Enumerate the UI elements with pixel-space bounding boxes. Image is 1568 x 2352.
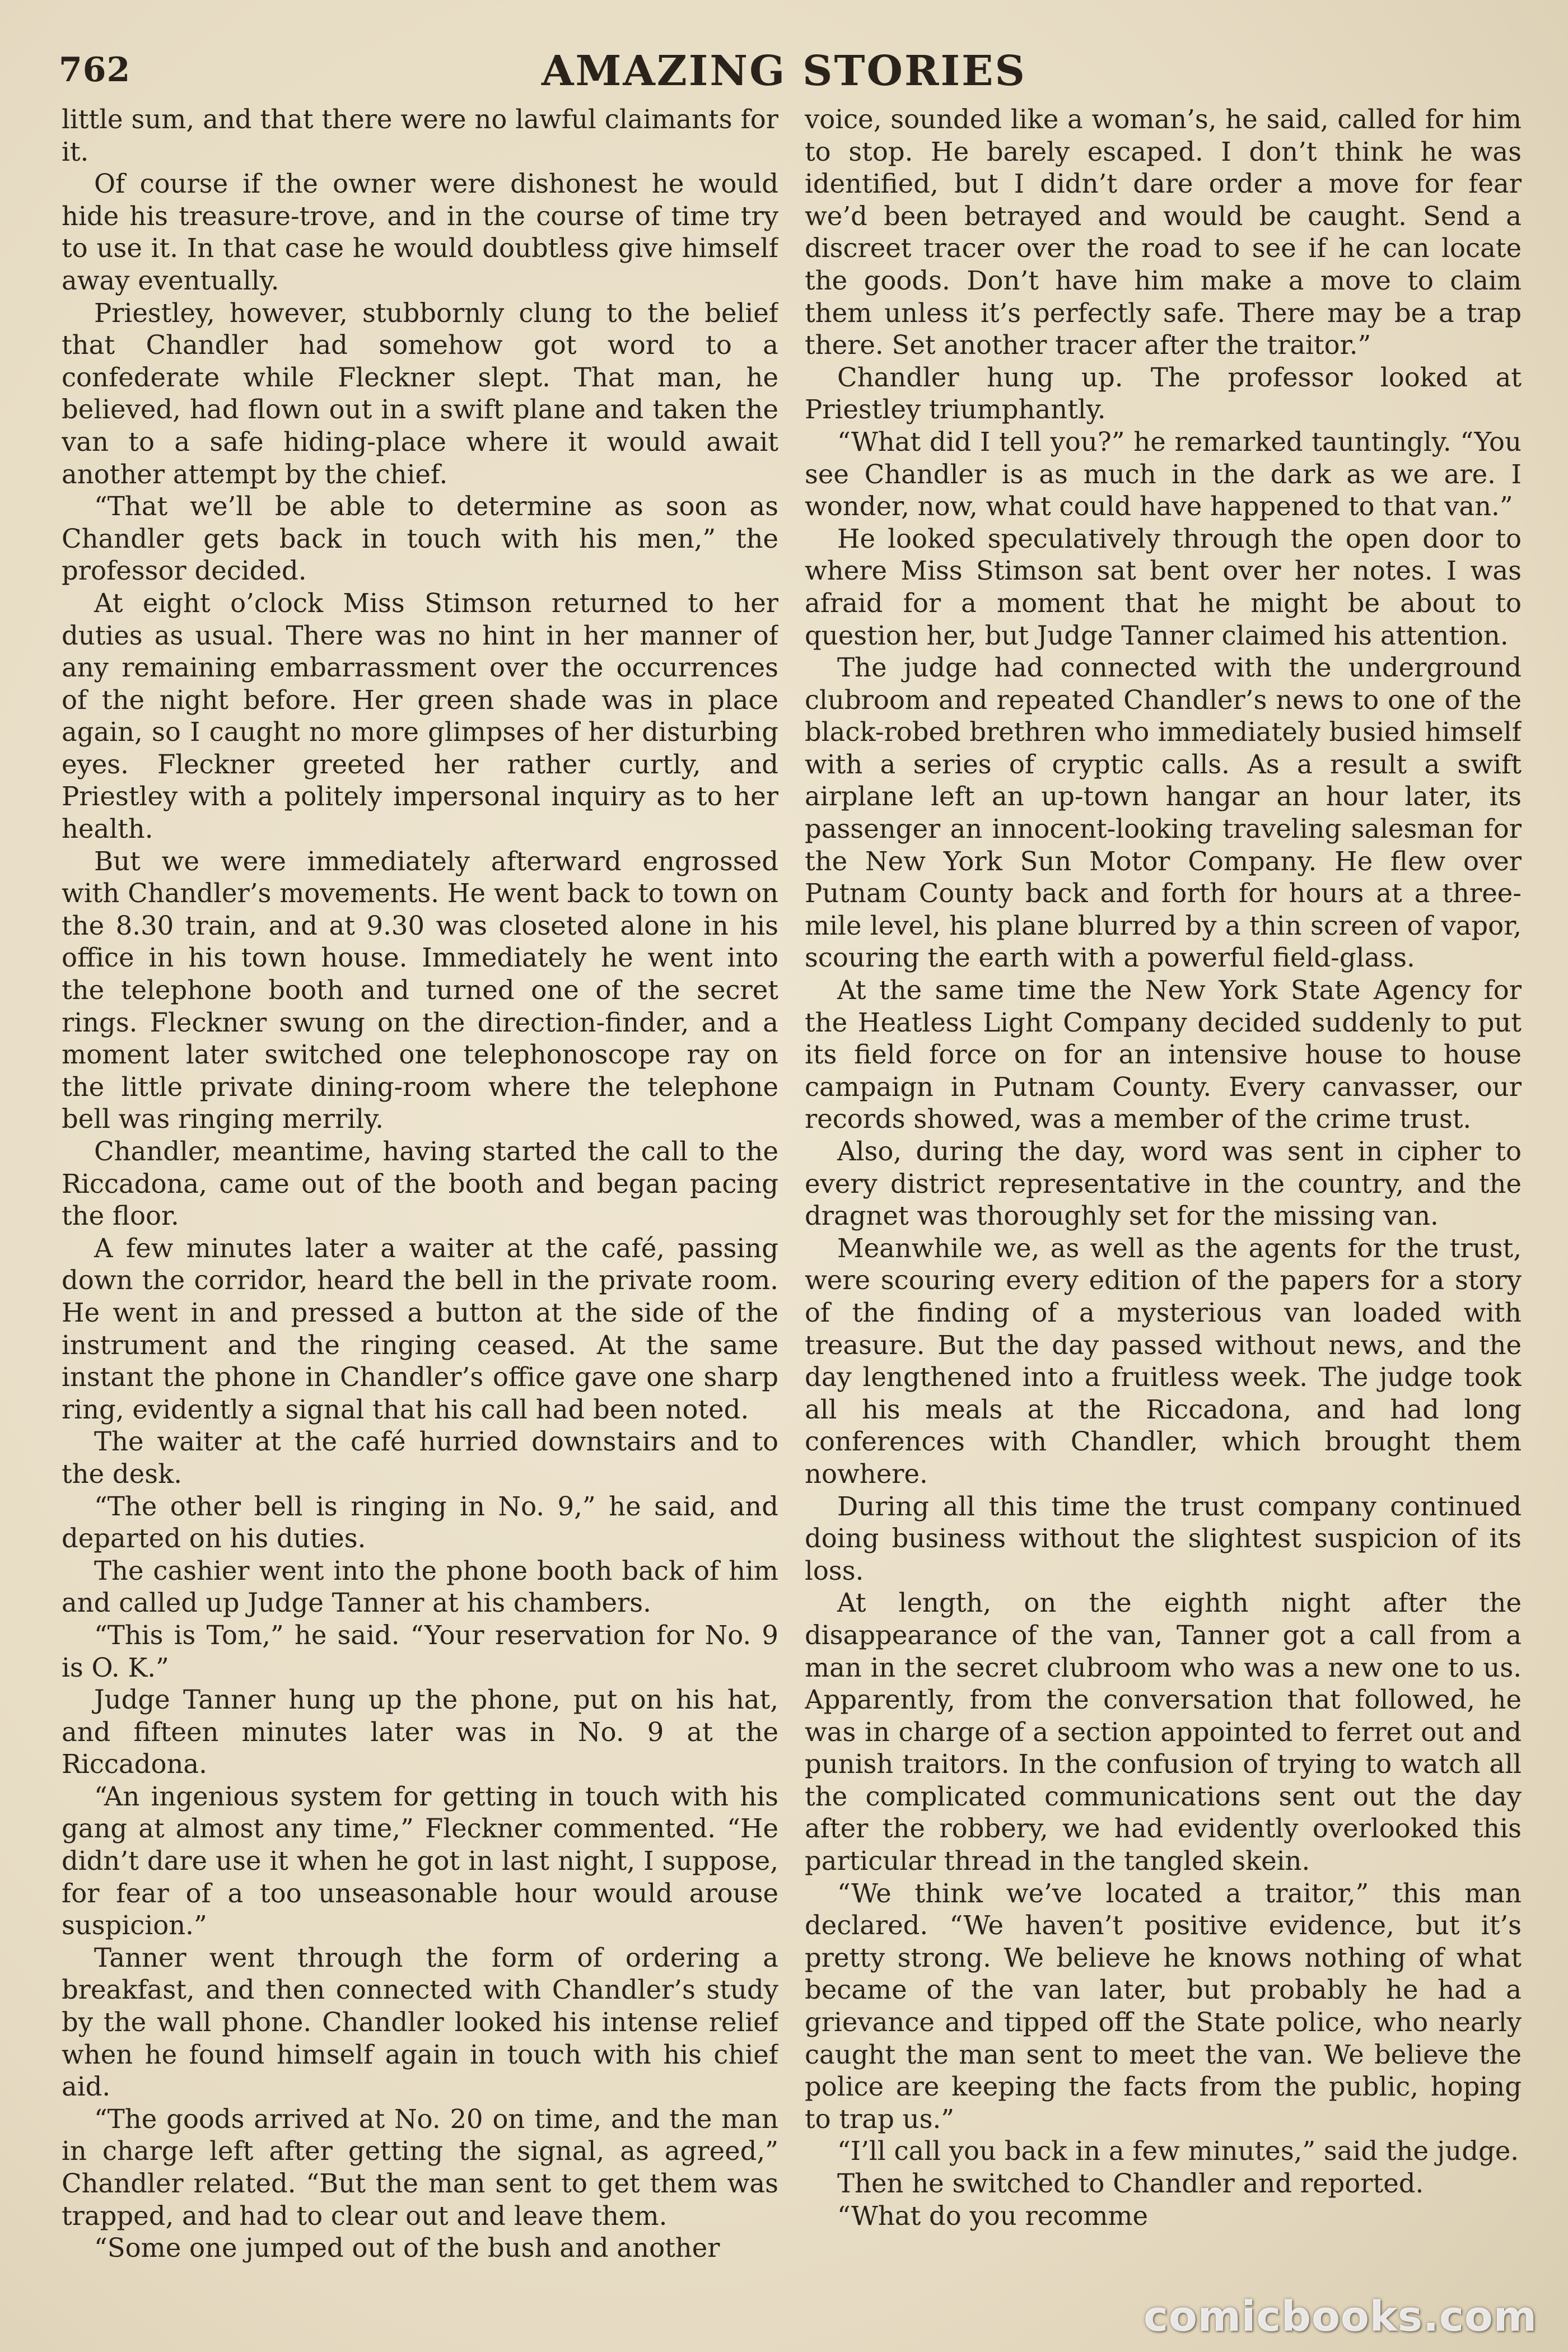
paragraph: Chandler, meantime, having started the call to the Riccadona, came out of the booth and began pacing the floor.	[62, 1136, 778, 1231]
paragraph: At the same time the New York State Agency for the Heatless Light Company decided suddenly to put its field force on for an intensive house to house campaign in Putnam County. Every canvasser, our records showed, was a member of the crime trust.	[805, 975, 1522, 1135]
paragraph: little sum, and that there were no lawful claimants for it.	[62, 104, 778, 167]
paragraph: Of course if the owner were dishonest he would hide his treasure-trove, and in the course of time try to use it. In that case he would doubtless give himself away eventually.	[62, 169, 778, 296]
paragraph: Chandler hung up. The professor looked at Priestley triumphantly.	[805, 362, 1522, 425]
paragraph: Judge Tanner hung up the phone, put on his hat, and fifteen minutes later was in No. 9 at the Riccadona.	[62, 1684, 778, 1780]
page-header	[59, 39, 1509, 106]
paragraph: Meanwhile we, as well as the agents for the trust, were scouring every edition of the papers for a story of the finding of a mysterious van loaded with treasure. But the day passed without news, and the day lengthened into a fruitless week. The judge took all his meals at the Riccadona, and had long conferences with Chandler, which brought them nowhere.	[805, 1233, 1522, 1489]
paragraph: voice, sounded like a woman’s, he said, called for him to stop. He barely escaped. I don’t think he was identified, but I didn’t dare order a move for fear we’d been betrayed and would be caught. Send a discreet tracer over the road to see if he can locate the goods. Don’t have him make a move to claim them unless it’s perfectly safe. There may be a trap there. Set another tracer after the traitor.”	[805, 104, 1522, 361]
paragraph: During all this time the trust company continued doing business without the slightest suspicion of its loss.	[805, 1491, 1522, 1586]
paragraph: A few minutes later a waiter at the café, passing down the corridor, heard the bell in the private room. He went in and pressed a button at the side of the instrument and the ringing ceased. At the same instant the phone in Chandler’s office gave one sharp ring, evidently a signal that his call had been noted.	[62, 1233, 778, 1425]
paragraph: “An ingenious system for getting in touch with his gang at almost any time,” Fleckner commented. “He didn’t dare use it when he got in last night, I suppose, for fear of a too unseasonable hour would arouse suspicion.”	[62, 1781, 778, 1941]
left-column	[62, 104, 778, 2321]
paragraph: Priestley, however, stubbornly clung to the belief that Chandler had somehow got word to a confederate while Fleckner slept. That man, he believed, had flown out in a swift plane and taken the van to a safe hiding-place where it would await another attempt by the chief.	[62, 297, 778, 489]
paragraph: “What do you recomme	[837, 2200, 1149, 2231]
paragraph: “That we’ll be able to determine as soon as Chandler gets back in touch with his men,” the professor decided.	[62, 491, 778, 586]
paragraph: “We think we’ve located a traitor,” this man declared. “We haven’t positive evidence, but it’s pretty strong. We believe he knows nothing of what became of the van later, but probably he had a grievance and tipped off the State police, who nearly caught the man sent to meet the van. We believe the police are keeping the facts from the public, hoping to trap us.”	[805, 1878, 1522, 2134]
page-number: 762	[59, 50, 131, 90]
paragraph: “What did I tell you?” he remarked tauntingly. “You see Chandler is as much in the dark as we are. I wonder, now, what could have happened to that van.”	[805, 426, 1522, 522]
watermark: comicbooks.com	[1144, 2293, 1537, 2341]
paragraph: Then he switched to Chandler and reported.	[837, 2168, 1424, 2199]
paragraph: “The other bell is ringing in No. 9,” he said, and departed on his duties.	[62, 1491, 778, 1554]
paragraph: The waiter at the café hurried downstairs and to the desk.	[62, 1426, 778, 1489]
paragraph: But we were immediately afterward engrossed with Chandler’s movements. He went back to town on the 8.30 train, and at 9.30 was closeted alone in his office in his town house. Immediately he went into the telephone booth and turned one of the secret rings. Fleckner swung on the direction-finder, and a moment later switched one telephonoscope ray on the little private dining-room where the telephone bell was ringing merrily.	[62, 846, 778, 1135]
paragraph: “This is Tom,” he said. “Your reservation for No. 9 is O. K.”	[62, 1620, 778, 1683]
paragraph: At length, on the eighth night after the disappearance of the van, Tanner got a call from a man in the secret clubroom who was a new one to us. Apparently, from the conversation that followed, he was in charge of a section appointed to ferret out and punish traitors. In the confusion of trying to watch all the complicated communications sent out the day after the robbery, we had evidently overlooked this particular thread in the tangled skein.	[805, 1588, 1522, 1877]
paragraph: Also, during the day, word was sent in cipher to every district representative in the country, and the dragnet was thoroughly set for the missing van.	[805, 1136, 1522, 1231]
paragraph: “I’ll call you back in a few minutes,” said the judge.	[837, 2136, 1519, 2167]
paragraph: At eight o’clock Miss Stimson returned to her duties as usual. There was no hint in her manner of any remaining embarrassment over the occurrences of the night before. Her green shade was in place again, so I caught no more glimpses of her disturbing eyes. Fleckner greeted her rather curtly, and Priestley with a politely impersonal inquiry as to her health.	[62, 587, 778, 844]
paragraph: He looked speculatively through the open door to where Miss Stimson sat bent over her notes. I was afraid for a moment that he might be about to question her, but Judge Tanner claimed his attention.	[805, 523, 1522, 651]
paragraph: “The goods arrived at No. 20 on time, and the man in charge left after getting the signal, as agreed,” Chandler related. “But the man sent to get them was trapped, and had to clear out and leave them.	[62, 2103, 778, 2231]
paragraph: Tanner went through the form of ordering a breakfast, and then connected with Chandler’s study by the wall phone. Chandler looked his intense relief when he found himself again in touch with his chief aid.	[62, 1942, 778, 2102]
paragraph: The cashier went into the phone booth back of him and called up Judge Tanner at his chambers.	[62, 1555, 778, 1618]
right-column	[805, 104, 1522, 2321]
magazine-title: AMAZING STORIES	[542, 47, 1026, 95]
paragraph: “Some one jumped out of the bush and another	[94, 2233, 720, 2264]
paragraph: The judge had connected with the underground clubroom and repeated Chandler’s news to one of the black-robed brethren who immediately busied himself with a series of cryptic calls. As a result a swift airplane left an up-town hangar an hour later, its passenger an innocent-looking traveling salesman for the New York Sun Motor Company. He flew over Putnam County back and forth for hours at a three-mile level, his plane blurred by a thin screen of vapor, scouring the earth with a powerful field-glass.	[805, 652, 1522, 973]
